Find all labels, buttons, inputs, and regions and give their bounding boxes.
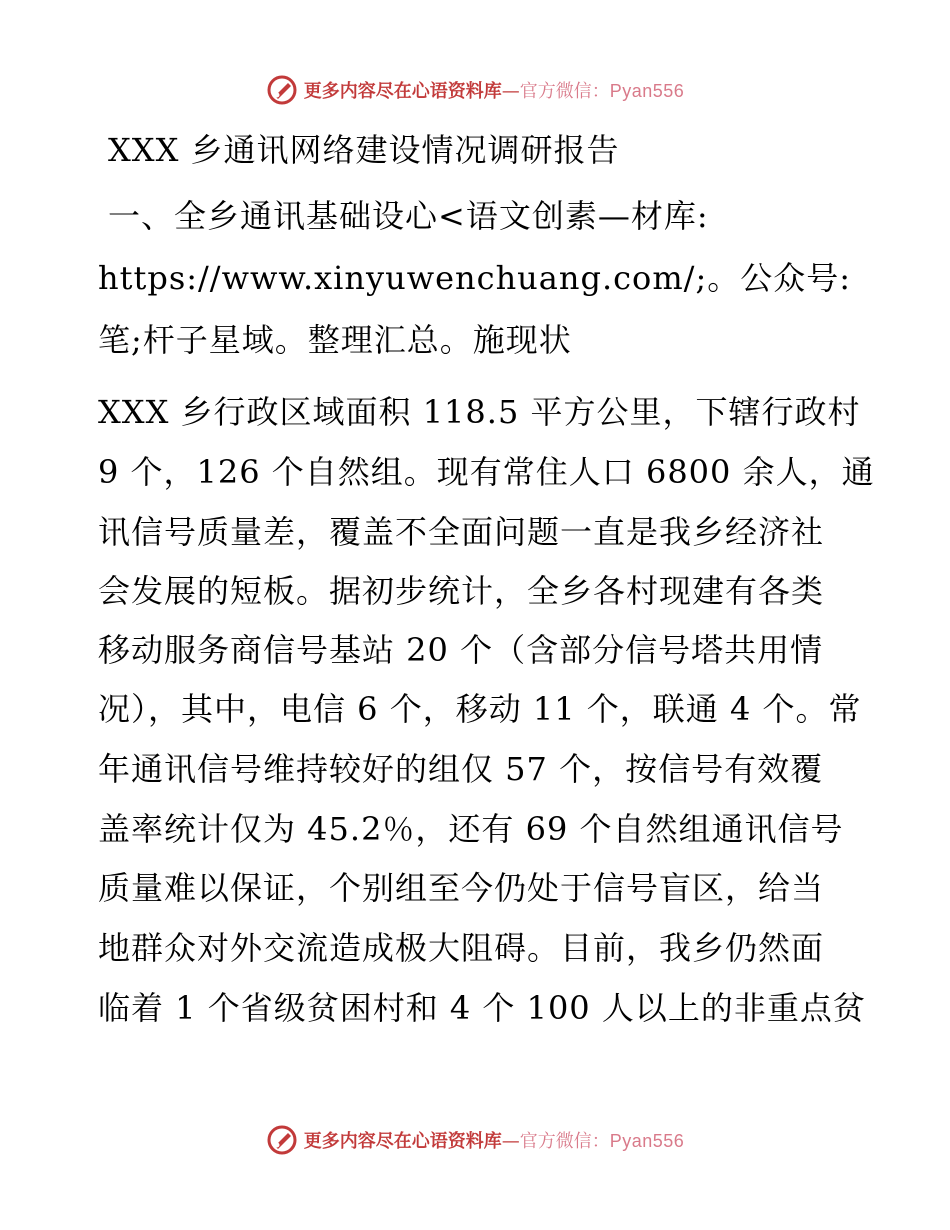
body-line-11: 临着 1 个省级贫困村和 4 个 100 人以上的非重点贫 [98, 989, 866, 1027]
banner-account: Pyan556 [609, 1131, 685, 1151]
body-line-3: 讯信号质量差，覆盖不全面问题一直是我乡经济社 [98, 513, 825, 551]
body-line-7: 年通讯信号维持较好的组仅 57 个，按信号有效覆 [98, 750, 824, 788]
banner-main-text: 更多内容尽在心语资料库 [303, 1131, 502, 1152]
logo-icon [266, 1124, 298, 1156]
banner-main-text: 更多内容尽在心语资料库 [303, 81, 502, 102]
body-line-4: 会发展的短板。据初步统计，全乡各村现建有各类 [98, 572, 825, 610]
body-line-6: 况），其中，电信 6 个，移动 11 个，联通 4 个。常 [98, 690, 862, 728]
banner-account: Pyan556 [609, 81, 685, 101]
section-heading-line-1: 一、全乡通讯基础设心<语文创素—材库: [108, 197, 709, 235]
logo-icon [266, 74, 298, 106]
header-banner [0, 74, 950, 106]
body-line-5: 移动服务商信号基站 20 个（含部分信号塔共用情 [98, 631, 824, 669]
document-title: XXX 乡通讯网络建设情况调研报告 [108, 131, 620, 169]
body-line-1: XXX 乡行政区域面积 118.5 平方公里，下辖行政村 [98, 393, 861, 431]
body-line-2: 9 个，126 个自然组。现有常住人口 6800 余人，通 [98, 453, 875, 491]
banner-official-label: 官方微信： [519, 81, 610, 102]
footer-banner [0, 1124, 950, 1156]
body-line-10: 地群众对外交流造成极大阻碍。目前，我乡仍然面 [98, 929, 825, 967]
section-heading-line-3: 笔;杆子星域。整理汇总。施现状 [98, 321, 572, 359]
banner-separator: — [501, 81, 520, 102]
banner-official-label: 官方微信： [519, 1131, 610, 1152]
banner-separator: — [501, 1131, 520, 1152]
section-heading-line-2: https://www.xinyuwenchuang.com/;。公众号: [98, 259, 852, 297]
body-line-8: 盖率统计仅为 45.2％，还有 69 个自然组通讯信号 [98, 810, 844, 848]
body-line-9: 质量难以保证，个别组至今仍处于信号盲区，给当 [98, 869, 825, 907]
